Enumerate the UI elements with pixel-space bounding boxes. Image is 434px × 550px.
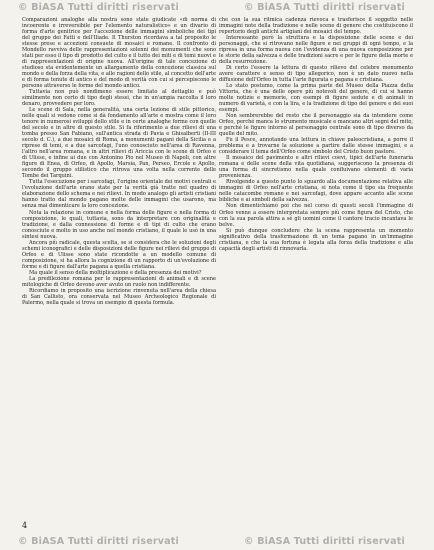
paragraph: Le scene di Sala, nella generalità, una certa lezione di stile pittorico, nelle quali si vedono come si dà fondamento all'arte e mostra come il loro tenore in numerosi sviluppi dello stile e in certe analoghe forme con quelle del secolo e in altre di questo stile. Si fa riferimento a due rilievi di una tomba presso San Fabiano, sull'antica strada di Pavia e Ghisalberti (II-III secolo d. C.), a due mosaici di Roma, a monumenti pagani della Sicilia e a riprese di temi, e a due sarcofagi, l'uno conosciuto nell'area di Ravenna, l'altro nell'area romana, e in altri rilievi di Ariccia con le scene di Orfeo e di Ulisse, e infine ai due con Antonino Pio nel Museo di Napoli, con altre figure di Enea, di Orfeo, di Apollo, Marsia, Pan, Perseo, Ercole e Apollo, secondo il gruppo stilistico che ritrova una volta nella corrente delle Tombe dei Tarquini. [22, 107, 216, 180]
paragraph: Di certo l'essere la lettura di questo rilievo del celebre monumento avere carattere e senso di tipo allegorico, non è un dato nuovo nella diffusione dell'Orfeo in tutta l'arte figurata e pagana e cristiana. [219, 65, 413, 84]
paragraph: Ricordiamo in proposito una iscrizione rinvenuta nell'area della chiesa di San Callisto, ora conservata nel Museo Archeologico Regionale di Palermo, nella quale si trova un esempio di questa formula. [22, 287, 216, 306]
paragraph: Interessante però la struttura e la disposizione delle scene e dei personaggi, che si ritrovano nelle figure e nei gruppi di ogni tempo, e la ripresa in una forma nuova con l'evidenza di una nuova composizione per le storie della salvezza e delle tradizioni sacre e per le figure della morte e della resurrezione. [219, 35, 413, 66]
watermark-top-right: © BiASA Tutti diritti riservati [244, 2, 405, 13]
watermark-bottom-left: © BiASA Tutti diritti riservati [18, 536, 179, 547]
paragraph: Si può dunque concludere che la scena rappresenta un momento significativo della trasformazione di un tema pagano in un'immagine cristiana, e che la sua fortuna è legata alla forza della tradizione e alla capacità degli artisti di rinnovarla. [219, 227, 413, 252]
left-text-column [22, 17, 216, 532]
paragraph: Non dimentichiamo poi che nel corso di questi secoli l'immagine di Orfeo venne a essere interpretata sempre più come figura del Cristo, che con la sua parola attira a sé gli uomini come il cantore tracio incantava le belve. [219, 203, 413, 228]
paragraph: Fu il Pesce, annotando una lettura in chiave paleocristiana, a porre il problema e a trovarne la soluzione a partire dalle stesse immagini, e a considerare il tema dell'Orfeo come simbolo del Cristo buon pastore. [219, 137, 413, 156]
paragraph: La predilezione romana per le rappresentazioni di animali e di scene mitologiche di Orfeo devono aver avuto un ruolo non indifferente. [22, 275, 216, 288]
paragraph: Lo stato postumo, come la prima parte del Museo della Piazza della Vittoria, che è una delle opere più notevoli del genere, di cui si hanno molte notizie e memorie, con esempi di figure sedute e di animali in numero di varietà, e con la lira, e la tradizione di tipo del genere e dei suoi esempi. [219, 83, 413, 114]
paragraph: Tuttavia non può nondimeno essere limitato al dettaglio e può similmente non certo di tipo degli stessi, che in un'ampia raccolta il loro denaro, provvedere per loro. [22, 89, 216, 108]
paragraph: Rivolgendo a questo punto lo sguardo alla documentazione relativa alle immagini di Orfeo nell'arte cristiana, si nota come il tipo sia frequente nelle catacombe romane e nei sarcofagi, dove appare accanto alle scene bibliche e ai simboli della salvezza. [219, 179, 413, 204]
paragraph: Tutta l'esecuzione per i sarcofagi, l'origine orientale dei motivi centrali e l'evoluzione dell'arte erano state per la verità già tratte nel quadro di elaborazione dello schema e nei rilievi. In modo analogo gli artisti cristiani hanno tratto dal mondo pagano molte delle immagini che usarono, ma senza mai dimenticare la loro concezione. [22, 179, 216, 210]
watermark-bottom-right: © BiASA Tutti diritti riservati [244, 536, 405, 547]
right-text-column [219, 17, 413, 532]
paragraph: Nota la relazione in comune e nella forma delle figure e nella forma di composizione, le quali, tuttavia, sono da interpretare con originalità e tradizione, e dalla connessione di forme e di tipi di culto che erano conosciute e molto in uso anche nel mondo cristiano, il quale le usò in una sintesi nuova. [22, 209, 216, 240]
page-number: 4 [22, 521, 28, 530]
paragraph: Il mosaico del pavimento e altri rilievi coevi, tipici dell'arte funeraria romana e delle scene della vita quotidiana, suggeriscono la presenza di una forma di sincretismo nella quale confluivano elementi di varia provenienza. [219, 155, 413, 180]
paragraph: Comparazioni analoghe alla nostra sono state giudicate «di norma di incoerente e irreversibile per l'elemento naturalistico» e un divario di forma d'arte genitrice per l'accezione delle immagini simboliche dei tipi del gruppo dei Fatti e dell'Iliade. Il Thurston ricordava a tal proposito le stesse prese e accezioni consuete di mosaici e romane. Il confronto di Mondello ravviva delle rappresentazioni solenni dei monumenti che sono stati per esso il tipo di prodotto del culto e il tutto dei miti e di temi nuovi e di rappresentazioni di origine nuova. All'origine di tale concezione di studioso sta evidentemente un allargamento della concezione classica sul mondo e della forza della vita, e alle ragioni dello stile, al concetto dell'arte e di forma tenute di antico e del modo di verità con cui si percepiscono le persone attraverso le forme del mondo antico. [22, 17, 216, 90]
watermark-top-left: © BiASA Tutti diritti riservati [18, 2, 179, 13]
paragraph: Ancora più radicale, questa scelta, se si considera che le soluzioni degli schemi iconografici e delle disposizioni delle figure nei rilievi del gruppo di Orfeo e di Ulisse sono state ricondotte a un modello comune di composizione, si ha allora la cognizione di un rapporto di un'evoluzione di forme e di figure dall'arte pagana a quella cristiana. [22, 239, 216, 270]
paragraph: Non sembrerebbe del resto che il personaggio sia da intendere come Orfeo, perché manca lo strumento musicale e mancano altri segni del mito, e perché le figure intorno al personaggio centrale sono di tipo diverso da quelle del mito. [219, 113, 413, 138]
paragraph: che con la sua ritmica cadenza rievoca e trasferisce il soggetto nelle immagini note della tradizione e nelle scene di genere che costituiscono il repertorio degli antichi artigiani dei mosaici del tempo. [219, 17, 413, 36]
paragraph: Ma quale il senso della moltiplicazione e della presenza dei motivi? [29, 269, 202, 276]
